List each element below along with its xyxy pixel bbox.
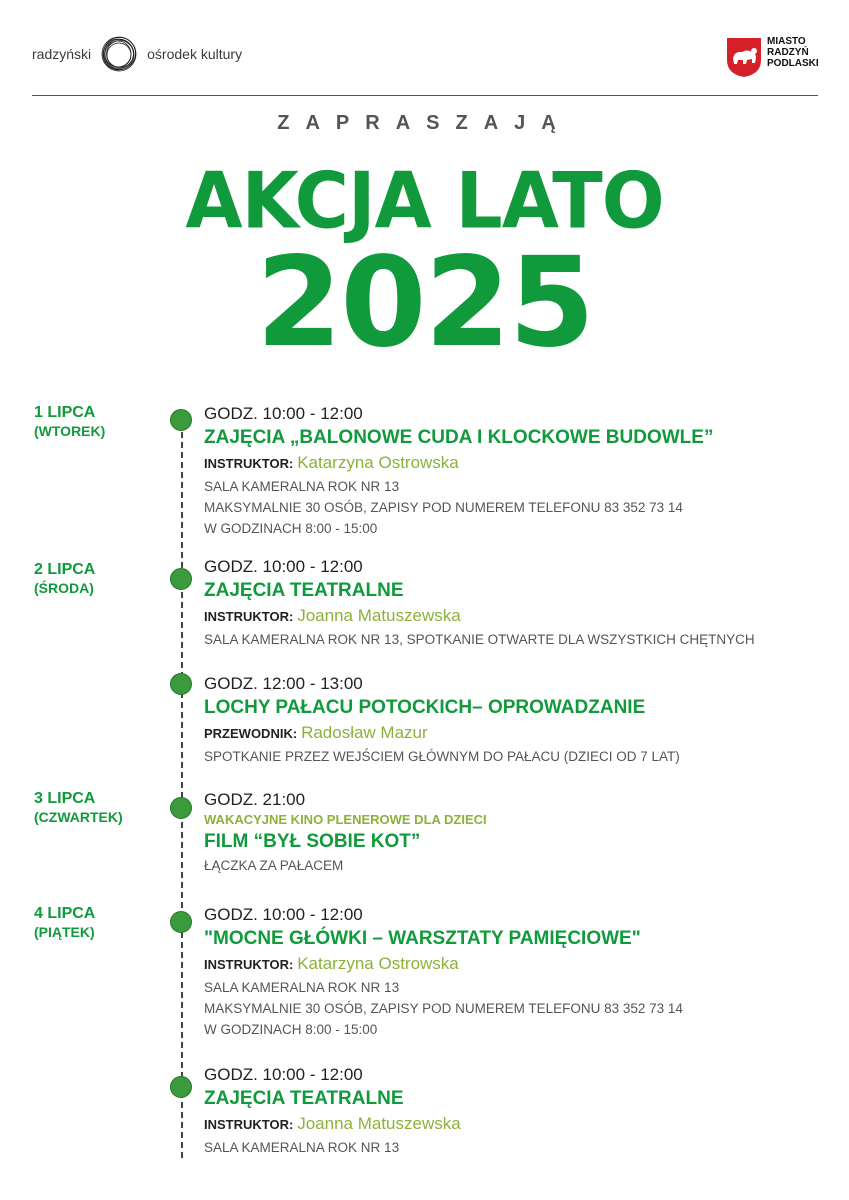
- event-item: [204, 403, 824, 539]
- timeline-dot: [170, 911, 192, 933]
- event-item: [204, 1064, 824, 1158]
- poster-title: AKCJA LATO: [185, 155, 664, 247]
- ring-logo-icon: [99, 34, 139, 74]
- day-date: 3 LIPCA: [34, 790, 96, 807]
- event-host: [204, 604, 824, 629]
- event-item: [204, 904, 824, 1040]
- event-item: [204, 556, 824, 650]
- event-title: ZAJĘCIA TEATRALNE: [204, 1088, 404, 1109]
- event-host: [204, 1112, 824, 1137]
- event-host-role: PRZEWODNIK:: [204, 726, 298, 741]
- org-name-right: ośrodek kultury: [147, 46, 243, 62]
- event-info: SALA KAMERALNA ROK NR 13, SPOTKANIE OTWARTE DLA WSZYSTKICH CHĘTNYCH: [204, 632, 755, 647]
- header-divider: [32, 95, 818, 96]
- event-info: W GODZINACH 8:00 - 15:00: [204, 521, 378, 536]
- event-time: GODZ. 10:00 - 12:00: [204, 404, 363, 423]
- timeline-line: [181, 412, 183, 1158]
- event-host-name: Katarzyna Ostrowska: [297, 954, 459, 973]
- event-subtitle: WAKACYJNE KINO PLENEROWE DLA DZIECI: [204, 812, 487, 827]
- event-title: ZAJĘCIA „BALONOWE CUDA I KLOCKOWE BUDOWLE”: [204, 427, 714, 448]
- day-label: [34, 561, 95, 597]
- timeline-dot: [170, 1076, 192, 1098]
- event-host-role: INSTRUKTOR:: [204, 456, 294, 471]
- event-host-role: INSTRUKTOR:: [204, 609, 294, 624]
- event-host: [204, 952, 824, 977]
- day-date: 4 LIPCA: [34, 905, 96, 922]
- event-host: [204, 451, 824, 476]
- day-weekday: (WTOREK): [34, 423, 106, 439]
- timeline-dot: [170, 568, 192, 590]
- event-info: SPOTKANIE PRZEZ WEJŚCIEM GŁÓWNYM DO PAŁACU (DZIECI OD 7 LAT): [204, 749, 680, 764]
- event-title: LOCHY PAŁACU POTOCKICH– OPROWADZANIE: [204, 697, 646, 718]
- event-title: "MOCNE GŁÓWKI – WARSZTATY PAMIĘCIOWE": [204, 928, 641, 949]
- timeline-dot: [170, 409, 192, 431]
- timeline-dot: [170, 673, 192, 695]
- event-info: MAKSYMALNIE 30 OSÓB, ZAPISY POD NUMEREM TELEFONU 83 352 73 14: [204, 1001, 683, 1016]
- day-label: [34, 790, 123, 826]
- city-coat-of-arms-icon: [725, 36, 763, 78]
- day-weekday: (PIĄTEK): [34, 924, 95, 940]
- city-name-line2: RADZYŃ: [767, 47, 809, 58]
- event-info: MAKSYMALNIE 30 OSÓB, ZAPISY POD NUMEREM TELEFONU 83 352 73 14: [204, 500, 683, 515]
- day-label: [34, 404, 105, 440]
- event-info: W GODZINACH 8:00 - 15:00: [204, 1022, 378, 1037]
- day-weekday: (CZWARTEK): [34, 809, 123, 825]
- event-host-role: INSTRUKTOR:: [204, 957, 294, 972]
- event-time: GODZ. 10:00 - 12:00: [204, 905, 363, 924]
- city-logo: [725, 36, 819, 78]
- event-info: SALA KAMERALNA ROK NR 13: [204, 980, 400, 995]
- event-time: GODZ. 10:00 - 12:00: [204, 557, 363, 576]
- event-host-name: Katarzyna Ostrowska: [297, 453, 459, 472]
- org-logo: [32, 28, 242, 80]
- event-time: GODZ. 21:00: [204, 790, 306, 809]
- event-item: [204, 789, 824, 876]
- event-info: SALA KAMERALNA ROK NR 13: [204, 479, 400, 494]
- day-weekday: (ŚRODA): [34, 580, 94, 596]
- event-title: FILM “BYŁ SOBIE KOT”: [204, 831, 421, 852]
- event-host-role: INSTRUKTOR:: [204, 1117, 294, 1132]
- event-info: SALA KAMERALNA ROK NR 13: [204, 1140, 400, 1155]
- org-name-left: radzyński: [32, 46, 92, 62]
- poster-year: 2025: [255, 231, 594, 375]
- event-host-name: Joanna Matuszewska: [297, 1114, 461, 1133]
- day-date: 2 LIPCA: [34, 561, 96, 578]
- invite-text: ZAPRASZAJĄ: [277, 112, 572, 134]
- timeline-dot: [170, 797, 192, 819]
- city-name-line1: MIASTO: [767, 36, 806, 47]
- event-item: [204, 673, 824, 767]
- city-name-line3: PODLASKI: [767, 58, 819, 69]
- event-time: GODZ. 12:00 - 13:00: [204, 674, 363, 693]
- event-host-name: Radosław Mazur: [301, 723, 428, 742]
- event-host-name: Joanna Matuszewska: [297, 606, 461, 625]
- event-host: [204, 721, 824, 746]
- event-title: ZAJĘCIA TEATRALNE: [204, 580, 404, 601]
- event-info: ŁĄCZKA ZA PAŁACEM: [204, 858, 344, 873]
- day-label: [34, 905, 95, 941]
- event-time: GODZ. 10:00 - 12:00: [204, 1065, 363, 1084]
- day-date: 1 LIPCA: [34, 404, 96, 421]
